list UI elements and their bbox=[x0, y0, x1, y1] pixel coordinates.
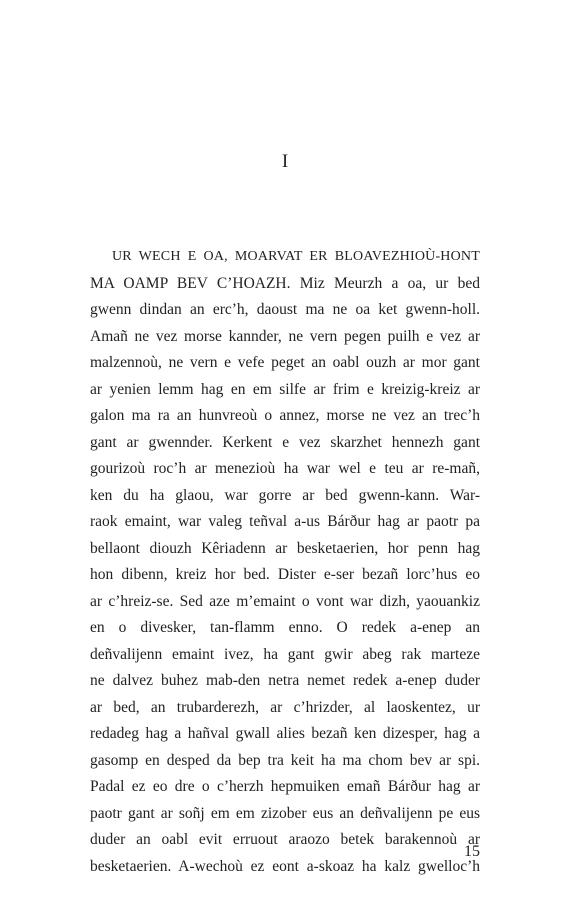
text-line: gwenn dindan an erc’h, daoust ma ne oa ket gwenn-holl. bbox=[90, 301, 480, 318]
text-line: duder an oabl evit erruout araozo betek barakennoù ar bbox=[90, 831, 480, 848]
body-text bbox=[90, 244, 480, 880]
text-line: Padal ez eo dre o c’herzh hepmuiken emañ Bárður hag ar bbox=[90, 778, 480, 795]
text-line: paotr gant ar soñj em em zizober eus an deñvalijenn pe eus bbox=[90, 804, 480, 822]
text-line: gasomp en desped da bep tra keit ha ma chom bev ar spi. bbox=[90, 751, 480, 769]
text-line: galon ma ra an hunvreoù o annez, morse ne vez an trec’h bbox=[90, 407, 480, 424]
page-number: 15 bbox=[464, 843, 480, 860]
text-line: gant ar gwennder. Kerkent e vez skarzhet hennezh gant bbox=[90, 433, 480, 451]
text-line: ar bed, an trubarderezh, ar c’hrizder, al laoskentez, ur bbox=[90, 698, 480, 716]
text-line: Amañ ne vez morse kannder, ne vern pegen puilh e vez ar bbox=[90, 327, 480, 345]
text-line: en o divesker, tan-flamm enno. O redek a-enep an bbox=[90, 619, 480, 636]
text-line: ne dalvez buhez mab-den netra nemet redek a-enep duder bbox=[90, 672, 480, 689]
text-line: ar yenien lemm hag en em silfe ar frim e kreizig-kreiz ar bbox=[90, 380, 480, 398]
text-line: bellaont diouzh Kêriadenn ar besketaerien, hor penn hag bbox=[90, 539, 480, 557]
text-line: gourizoù roc’h ar menezioù ha war wel e teu ar re-mañ, bbox=[90, 460, 480, 477]
text-line: raok emaint, war valeg teñval a-us Bárður hag ar paotr pa bbox=[90, 513, 480, 530]
text-line: ken du ha glaou, war gorre ar bed gwenn-kann. War- bbox=[90, 486, 480, 504]
text-line: deñvalijenn emaint ivez, ha gant gwir abeg rak marteze bbox=[90, 645, 480, 663]
text-line: malzennoù, ne vern e vefe peget an oabl ouzh ar mor gant bbox=[90, 354, 480, 371]
text-line: hon dibenn, kreiz hor bed. Dister e-ser bezañ lorc’hus eo bbox=[90, 566, 480, 583]
chapter-number: I bbox=[281, 151, 289, 172]
text-line: ar c’hreiz-se. Sed aze m’emaint o vont war dizh, yaouankiz bbox=[90, 592, 480, 610]
text-line: UR WECH E OA, MOARVAT ER BLOAVEZHIOÙ-HONT bbox=[112, 249, 480, 264]
text-line: MA OAMP BEV C’HOAZH. Miz Meurzh a oa, ur bed bbox=[90, 274, 480, 292]
text-line: besketaerien. A-wechoù ez eont a-skoaz ha kalz gwelloc’h bbox=[90, 857, 480, 875]
text-line: redadeg hag a hañval gwall alies bezañ ken dizesper, hag a bbox=[90, 725, 480, 742]
